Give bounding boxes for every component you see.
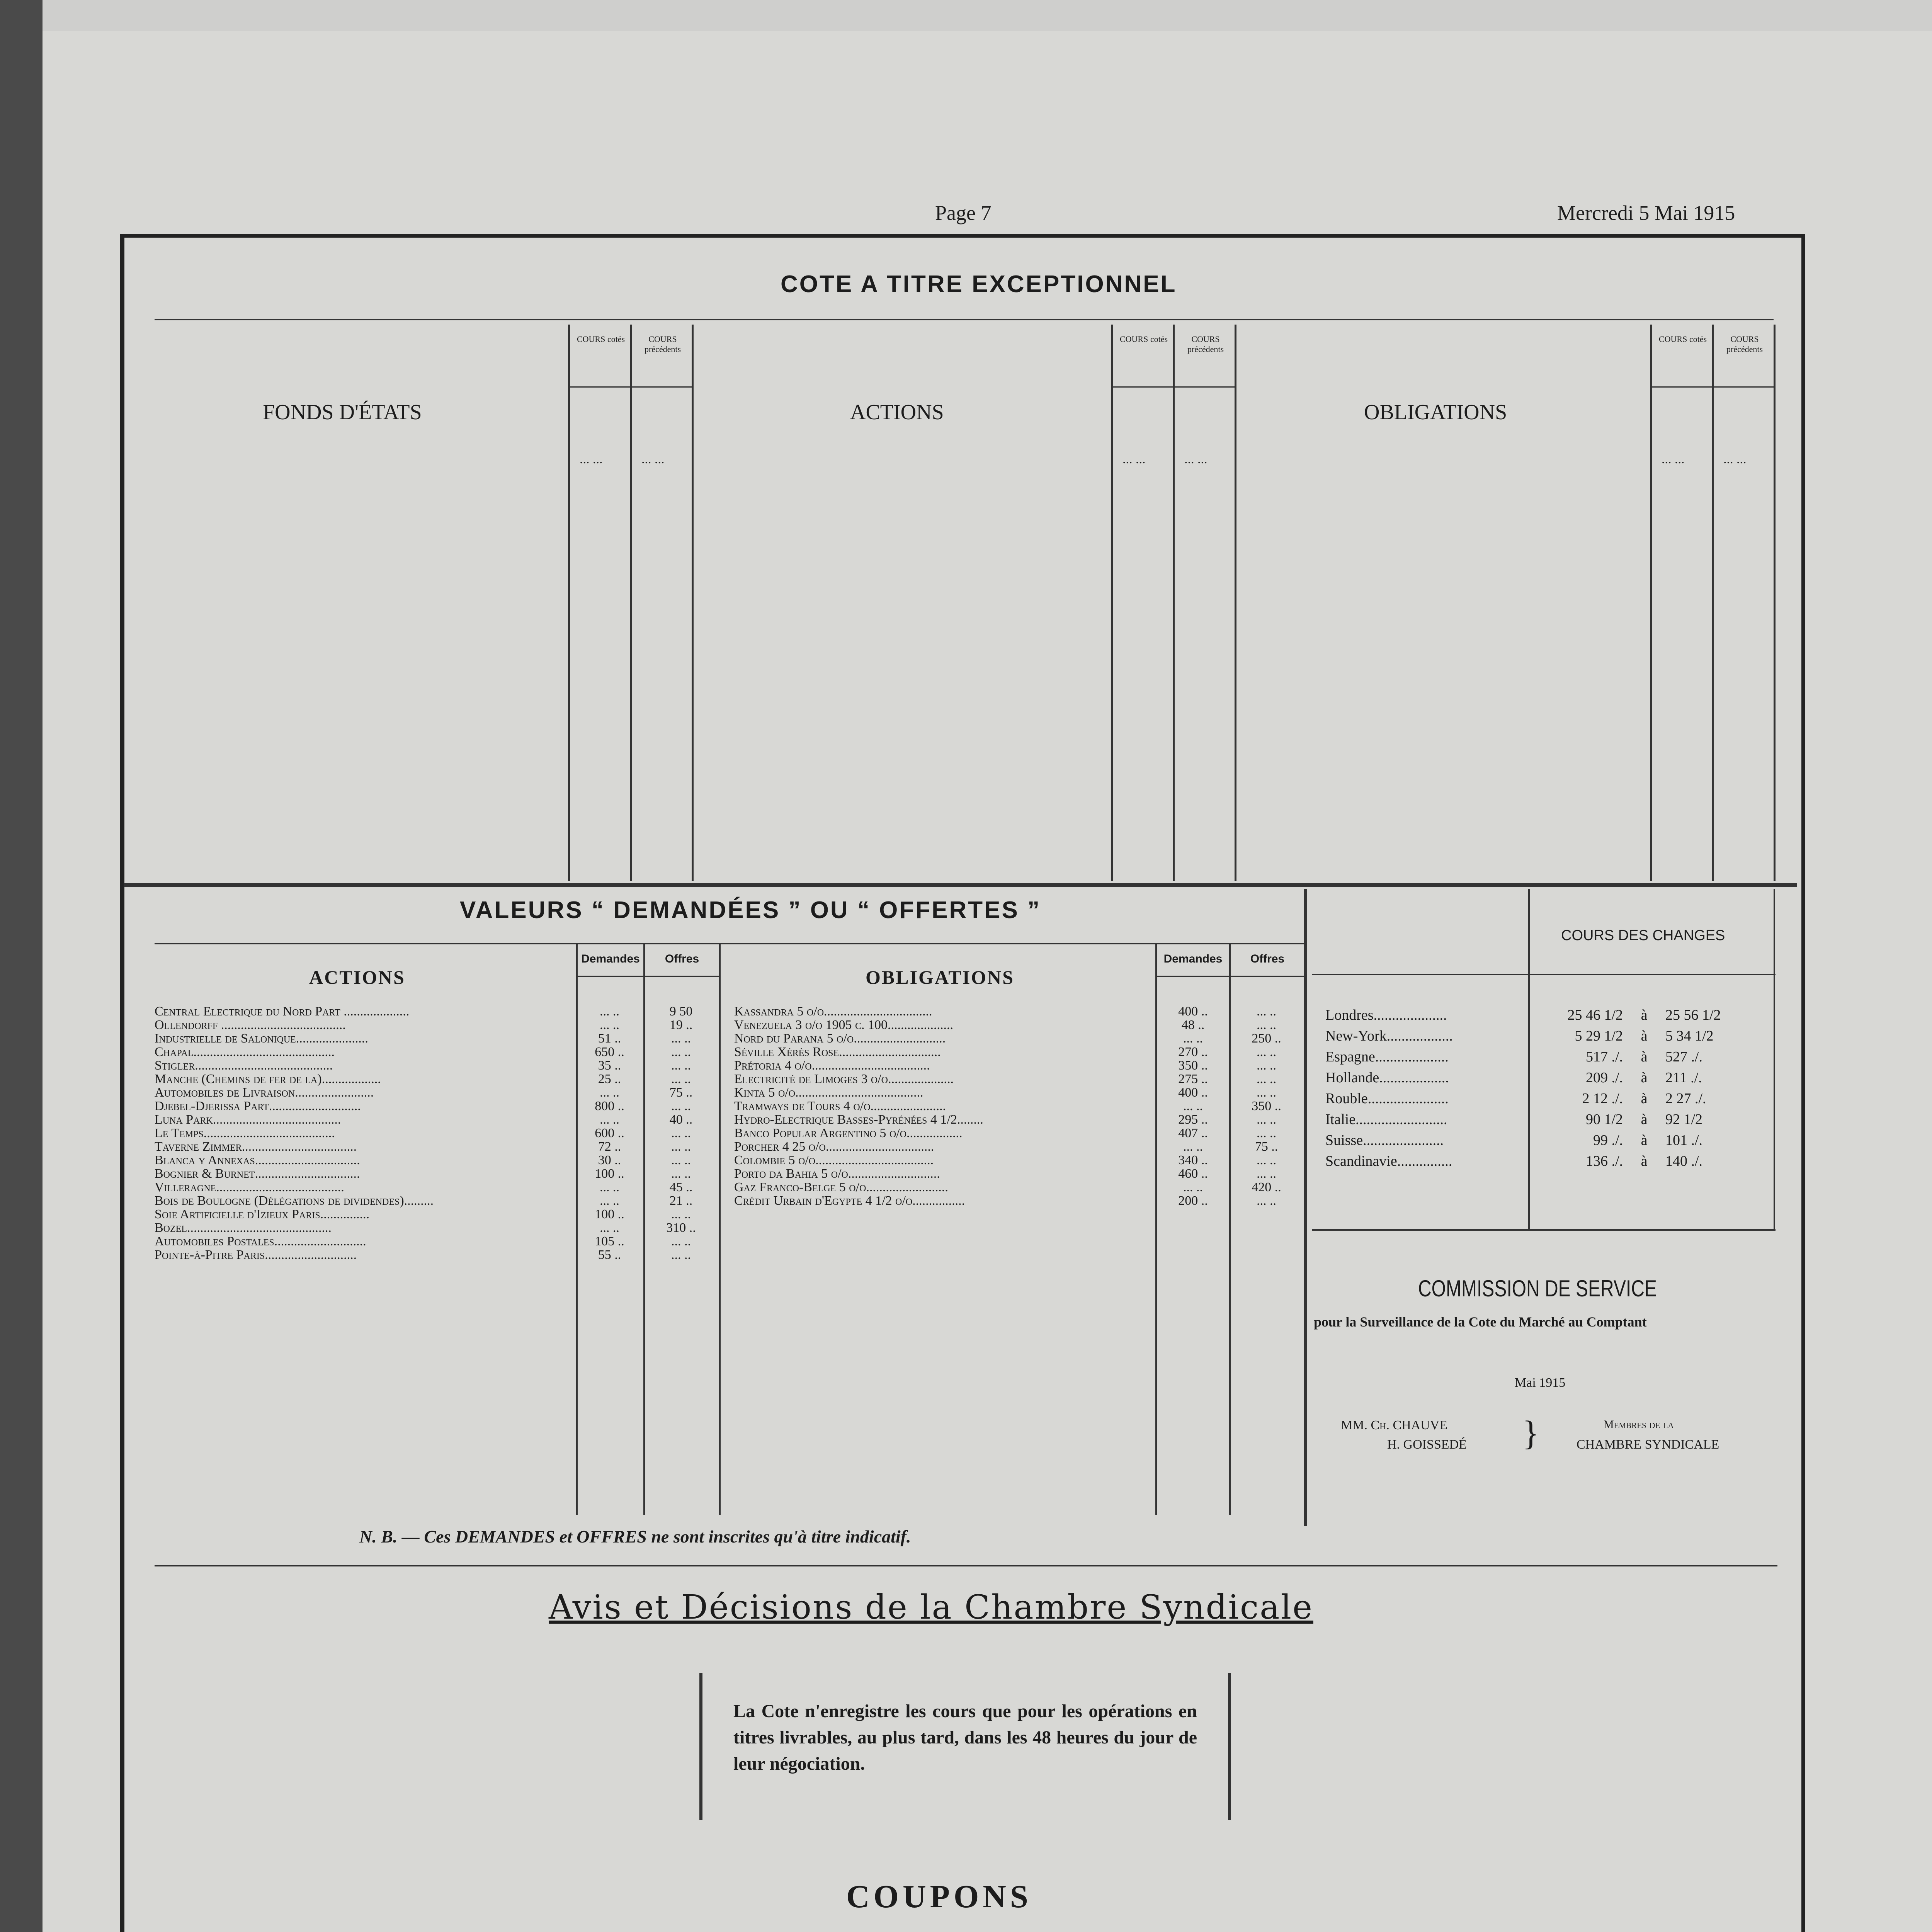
security-name: Blanca y Annexas................................	[155, 1153, 360, 1167]
valeurs-col-line	[719, 943, 721, 1515]
security-name: Séville Xérès Rose...............................	[734, 1045, 941, 1059]
security-name: Le Temps........................................	[155, 1126, 335, 1140]
cote-col-line	[692, 325, 694, 881]
list-item	[155, 1045, 719, 1059]
rate-sep: à	[1641, 1132, 1648, 1148]
rate-low: 517 ./.	[1585, 1049, 1623, 1065]
avis-rule	[155, 1565, 1777, 1566]
currency-name: Londres....................	[1325, 1007, 1447, 1023]
security-name: Luna Park.......................................	[155, 1113, 341, 1126]
demande-value: 600 ..	[595, 1126, 624, 1140]
changes-bottom-rule	[1312, 1229, 1776, 1231]
demande-value: ... ..	[1183, 1031, 1203, 1046]
demande-value: ... ..	[1183, 1099, 1203, 1113]
list-item	[155, 1167, 719, 1180]
changes-list	[1325, 1005, 1770, 1172]
cote-col-line	[568, 325, 570, 881]
list-item	[734, 1032, 1304, 1045]
nb-note: N. B. — Ces DEMANDES et OFFRES ne sont inscrites qu'à titre indicatif.	[359, 1527, 911, 1546]
demande-value: 25 ..	[598, 1072, 621, 1086]
security-name: Automobiles de Livraison........................	[155, 1086, 374, 1099]
rate-sep: à	[1641, 1090, 1648, 1107]
offre-value: ... ..	[671, 1139, 691, 1154]
currency-name: Italie.........................	[1325, 1111, 1447, 1128]
brace-glyph: }	[1522, 1414, 1539, 1452]
commission-month: Mai 1915	[1515, 1376, 1566, 1390]
security-name: Djebel-Djerissa Part............................	[155, 1099, 361, 1113]
actions-heading: ACTIONS	[850, 400, 944, 424]
offre-value: ... ..	[671, 1126, 691, 1140]
demande-value: 400 ..	[1178, 1085, 1208, 1100]
list-item	[155, 1153, 719, 1167]
security-name: Nord du Parana 5 o/o............................	[734, 1032, 946, 1045]
list-item	[734, 1045, 1304, 1059]
list-item	[155, 1235, 719, 1248]
offre-value: 75 ..	[1255, 1139, 1278, 1154]
list-item	[1325, 1151, 1770, 1172]
list-item	[155, 1072, 719, 1086]
cote-empty-value: ... ...	[641, 452, 665, 466]
security-name: Gaz Franco-Belge 5 o/o.........................	[734, 1180, 948, 1194]
commission-members-2: CHAMBRE SYNDICALE	[1577, 1437, 1719, 1452]
page-number: Page 7	[935, 201, 992, 224]
offre-value: ... ..	[1257, 1194, 1276, 1208]
demande-value: 800 ..	[595, 1099, 624, 1113]
security-name: Manche (Chemins de fer de la)..................	[155, 1072, 381, 1086]
list-item	[155, 1086, 719, 1099]
list-item	[155, 1221, 719, 1235]
list-item	[734, 1072, 1304, 1086]
obligations-heading: OBLIGATIONS	[1364, 400, 1507, 424]
list-item	[734, 1153, 1304, 1167]
demande-value: 35 ..	[598, 1058, 621, 1073]
rate-high: 5 34 1/2	[1665, 1028, 1714, 1044]
fonds-etats-heading: FONDS D'ÉTATS	[263, 400, 422, 424]
offre-value: ... ..	[1257, 1018, 1276, 1032]
security-name: Chapal...........................................	[155, 1045, 335, 1059]
cours-cotes-label: COURS cotés	[1119, 334, 1168, 344]
currency-name: Rouble......................	[1325, 1090, 1449, 1107]
offre-value: 19 ..	[669, 1018, 693, 1032]
list-item	[1325, 1046, 1770, 1067]
cote-header-rule	[1111, 386, 1236, 388]
book-spine	[0, 0, 43, 1932]
demande-value: ... ..	[600, 1221, 619, 1235]
demande-value: 100 ..	[595, 1167, 624, 1181]
demande-value: 270 ..	[1178, 1045, 1208, 1059]
cote-empty-value: ... ...	[1122, 452, 1146, 466]
rate-high: 211 ./.	[1665, 1070, 1702, 1086]
cote-header-rule	[568, 386, 694, 388]
valeurs-obligations-heading: OBLIGATIONS	[866, 966, 1014, 988]
list-item	[155, 1208, 719, 1221]
changes-rule	[1312, 974, 1776, 975]
offre-value: 310 ..	[666, 1221, 696, 1235]
list-item	[734, 1180, 1304, 1194]
list-item	[1325, 1088, 1770, 1109]
cote-col-line	[1712, 325, 1714, 881]
demande-value: 200 ..	[1178, 1194, 1208, 1208]
page-date: Mercredi 5 Mai 1915	[1557, 201, 1735, 224]
demande-value: 400 ..	[1178, 1004, 1208, 1019]
security-name: Colombie 5 o/o....................................	[734, 1153, 934, 1167]
list-item	[155, 1140, 719, 1153]
cours-precedents-label: COURS précédents	[1726, 334, 1763, 354]
cote-col-line	[1235, 325, 1236, 881]
rate-high: 2 27 ./.	[1665, 1090, 1706, 1107]
demande-value: ... ..	[600, 1112, 619, 1127]
cote-header-rule	[1650, 386, 1776, 388]
security-name: Kinta 5 o/o.......................................	[734, 1086, 923, 1099]
demande-value: ... ..	[600, 1018, 619, 1032]
cours-cotes-label: COURS cotés	[577, 334, 625, 344]
security-name: Stigler..........................................	[155, 1059, 333, 1072]
list-item	[155, 1194, 719, 1208]
demande-value: ... ..	[1183, 1180, 1203, 1194]
security-name: Ollendorff ......................................	[155, 1018, 346, 1032]
offre-value: 45 ..	[669, 1180, 693, 1194]
demande-value: 295 ..	[1178, 1112, 1208, 1127]
rate-sep: à	[1641, 1028, 1648, 1044]
security-name: Crédit Urbain d'Egypte 4 1/2 o/o................	[734, 1194, 965, 1208]
security-name: Banco Popular Argentino 5 o/o.................	[734, 1126, 963, 1140]
demande-value: 55 ..	[598, 1248, 621, 1262]
security-name: Venezuela 3 o/o 1905 c. 100....................	[734, 1018, 953, 1032]
offre-value: ... ..	[671, 1207, 691, 1221]
rate-high: 92 1/2	[1665, 1111, 1703, 1128]
security-name: Tramways de Tours 4 o/o.......................	[734, 1099, 946, 1113]
cours-cotes-label: COURS cotés	[1658, 334, 1707, 344]
demande-value: ... ..	[600, 1180, 619, 1194]
demande-value: 350 ..	[1178, 1058, 1208, 1073]
offre-value: ... ..	[1257, 1072, 1276, 1086]
security-name: Prétoria 4 o/o....................................	[734, 1059, 930, 1072]
offre-value: ... ..	[671, 1058, 691, 1073]
offre-value: ... ..	[1257, 1153, 1276, 1167]
list-item	[155, 1126, 719, 1140]
rate-low: 2 12 ./.	[1582, 1090, 1623, 1107]
cote-col-line	[1111, 325, 1113, 881]
security-name: Electricité de Limoges 3 o/o....................	[734, 1072, 954, 1086]
security-name: Soie Artificielle d'Izieux Paris...............	[155, 1208, 370, 1221]
valeurs-actions-list	[155, 1005, 719, 1262]
cote-col-line	[1650, 325, 1652, 881]
demande-value: ... ..	[600, 1194, 619, 1208]
offre-value: 9 50	[669, 1004, 693, 1019]
currency-name: New-York..................	[1325, 1028, 1453, 1044]
security-name: Bozel............................................	[155, 1221, 332, 1235]
commission-name-2: H. GOISSEDÉ	[1387, 1437, 1467, 1452]
list-item	[734, 1167, 1304, 1180]
list-item	[734, 1099, 1304, 1113]
commission-title: COMMISSION DE SERVICE	[1418, 1276, 1657, 1301]
offre-value: ... ..	[1257, 1085, 1276, 1100]
list-item	[734, 1194, 1304, 1208]
cote-rule	[155, 319, 1774, 320]
list-item	[155, 1059, 719, 1072]
changes-col-line	[1774, 889, 1775, 1229]
security-name: Central Electrique du Nord Part ....................	[155, 1005, 410, 1018]
security-name: Porcher 4 25 o/o.................................	[734, 1140, 934, 1153]
cote-empty-value: ... ...	[1662, 452, 1685, 466]
demande-value: 51 ..	[598, 1031, 621, 1046]
offre-value: 420 ..	[1252, 1180, 1281, 1194]
rate-sep: à	[1641, 1111, 1648, 1128]
valeurs-header-rule	[1155, 976, 1306, 977]
rate-high: 25 56 1/2	[1665, 1007, 1721, 1023]
rate-low: 25 46 1/2	[1567, 1007, 1623, 1023]
section-divider	[124, 883, 1797, 887]
cote-title: COTE A TITRE EXCEPTIONNEL	[781, 271, 1177, 298]
security-name: Bois de Boulogne (Délégations de dividendes).........	[155, 1194, 434, 1208]
cote-col-line	[1173, 325, 1175, 881]
rate-sep: à	[1641, 1070, 1648, 1086]
offres-header: Offres	[1250, 952, 1285, 965]
security-name: Automobiles Postales............................	[155, 1235, 366, 1248]
offre-value: ... ..	[671, 1167, 691, 1181]
avis-note-text: La Cote n'enregistre les cours que pour les opérations en titres livrables, au plus tard, dans les 48 heures du jour de leur négociation.	[733, 1701, 1197, 1774]
security-name: Villeragne.......................................	[155, 1180, 344, 1194]
offre-value: ... ..	[671, 1099, 691, 1113]
list-item	[734, 1005, 1304, 1018]
cours-precedents-label: COURS précédents	[644, 334, 681, 354]
currency-name: Hollande...................	[1325, 1070, 1449, 1086]
valeurs-header-rule	[576, 976, 721, 977]
currency-name: Scandinavie...............	[1325, 1153, 1452, 1169]
list-item	[734, 1059, 1304, 1072]
demande-value: 650 ..	[595, 1045, 624, 1059]
demande-value: 275 ..	[1178, 1072, 1208, 1086]
list-item	[155, 1248, 719, 1262]
rate-high: 140 ./.	[1665, 1153, 1703, 1169]
list-item	[155, 1180, 719, 1194]
offre-value: 21 ..	[669, 1194, 693, 1208]
rate-low: 5 29 1/2	[1575, 1028, 1623, 1044]
avis-note-box	[699, 1673, 1231, 1820]
list-item	[734, 1126, 1304, 1140]
list-item	[1325, 1130, 1770, 1151]
list-item	[1325, 1067, 1770, 1088]
demandes-header: Demandes	[581, 952, 640, 965]
offre-value: 250 ..	[1252, 1031, 1281, 1046]
list-item	[1325, 1109, 1770, 1130]
currency-name: Espagne....................	[1325, 1049, 1449, 1065]
offre-value: ... ..	[671, 1234, 691, 1248]
avis-title: Avis et Décisions de la Chambre Syndicale	[549, 1588, 1313, 1627]
offre-value: ... ..	[671, 1045, 691, 1059]
rate-low: 136 ./.	[1585, 1153, 1623, 1169]
cote-col-line	[1774, 325, 1776, 881]
offre-value: ... ..	[1257, 1126, 1276, 1140]
offre-value: ... ..	[1257, 1167, 1276, 1181]
offre-value: 75 ..	[669, 1085, 693, 1100]
demande-value: 100 ..	[595, 1207, 624, 1221]
list-item	[155, 1032, 719, 1045]
offre-value: ... ..	[1257, 1058, 1276, 1073]
rate-low: 90 1/2	[1585, 1111, 1623, 1128]
demande-value: 460 ..	[1178, 1167, 1208, 1181]
rate-low: 99 ./.	[1593, 1132, 1623, 1148]
rate-sep: à	[1641, 1007, 1648, 1023]
demande-value: ... ..	[600, 1085, 619, 1100]
cote-col-line	[630, 325, 632, 881]
list-item	[734, 1140, 1304, 1153]
security-name: Hydro-Electrique Basses-Pyrénées 4 1/2........	[734, 1113, 983, 1126]
valeurs-right-border	[1304, 889, 1307, 1526]
valeurs-rule	[155, 943, 1304, 944]
demande-value: 340 ..	[1178, 1153, 1208, 1167]
security-name: Porto da Bahia 5 o/o............................	[734, 1167, 940, 1180]
offre-value: 350 ..	[1252, 1099, 1281, 1113]
offre-value: ... ..	[1257, 1004, 1276, 1019]
demande-value: ... ..	[600, 1004, 619, 1019]
offre-value: ... ..	[671, 1248, 691, 1262]
list-item	[155, 1113, 719, 1126]
valeurs-actions-heading: ACTIONS	[309, 966, 405, 988]
currency-name: Suisse......................	[1325, 1132, 1444, 1148]
rate-sep: à	[1641, 1049, 1648, 1065]
valeurs-obligations-list	[734, 1005, 1304, 1208]
commission-members-1: Membres de la	[1604, 1418, 1674, 1431]
security-name: Kassandra 5 o/o.................................	[734, 1005, 932, 1018]
demande-value: 407 ..	[1178, 1126, 1208, 1140]
valeurs-title: VALEURS “ DEMANDÉES ” OU “ OFFERTES ”	[460, 897, 1041, 923]
offre-value: 40 ..	[669, 1112, 693, 1127]
list-item	[734, 1018, 1304, 1032]
demande-value: ... ..	[1183, 1139, 1203, 1154]
security-name: Bognier & Burnet................................	[155, 1167, 360, 1180]
rate-sep: à	[1641, 1153, 1648, 1169]
list-item	[1325, 1005, 1770, 1026]
commission-name-1: MM. Ch. CHAUVE	[1341, 1418, 1448, 1432]
changes-title: COURS DES CHANGES	[1561, 927, 1725, 944]
coupons-title: COUPONS	[846, 1879, 1032, 1915]
security-name: Taverne Zimmer...................................	[155, 1140, 357, 1153]
offres-header: Offres	[665, 952, 699, 965]
demande-value: 72 ..	[598, 1139, 621, 1154]
list-item	[155, 1099, 719, 1113]
list-item	[734, 1086, 1304, 1099]
security-name: Pointe-à-Pitre Paris............................	[155, 1248, 357, 1262]
list-item	[155, 1005, 719, 1018]
rate-high: 101 ./.	[1665, 1132, 1703, 1148]
cours-precedents-label: COURS précédents	[1187, 334, 1224, 354]
list-item	[155, 1018, 719, 1032]
demande-value: 30 ..	[598, 1153, 621, 1167]
demandes-header: Demandes	[1163, 952, 1223, 965]
offre-value: ... ..	[1257, 1112, 1276, 1127]
offre-value: ... ..	[671, 1153, 691, 1167]
commission-subtitle: pour la Surveillance de la Cote du Marché au Comptant	[1314, 1314, 1647, 1330]
list-item	[1325, 1026, 1770, 1046]
cote-empty-value: ... ...	[580, 452, 603, 466]
offre-value: ... ..	[671, 1031, 691, 1046]
offre-value: ... ..	[671, 1072, 691, 1086]
rate-high: 527 ./.	[1665, 1049, 1703, 1065]
rate-low: 209 ./.	[1585, 1070, 1623, 1086]
list-item	[734, 1113, 1304, 1126]
demande-value: 48 ..	[1181, 1018, 1205, 1032]
offre-value: ... ..	[1257, 1045, 1276, 1059]
security-name: Industrielle de Salonique......................	[155, 1032, 368, 1045]
cote-empty-value: ... ...	[1723, 452, 1747, 466]
cote-empty-value: ... ...	[1184, 452, 1208, 466]
demande-value: 105 ..	[595, 1234, 624, 1248]
